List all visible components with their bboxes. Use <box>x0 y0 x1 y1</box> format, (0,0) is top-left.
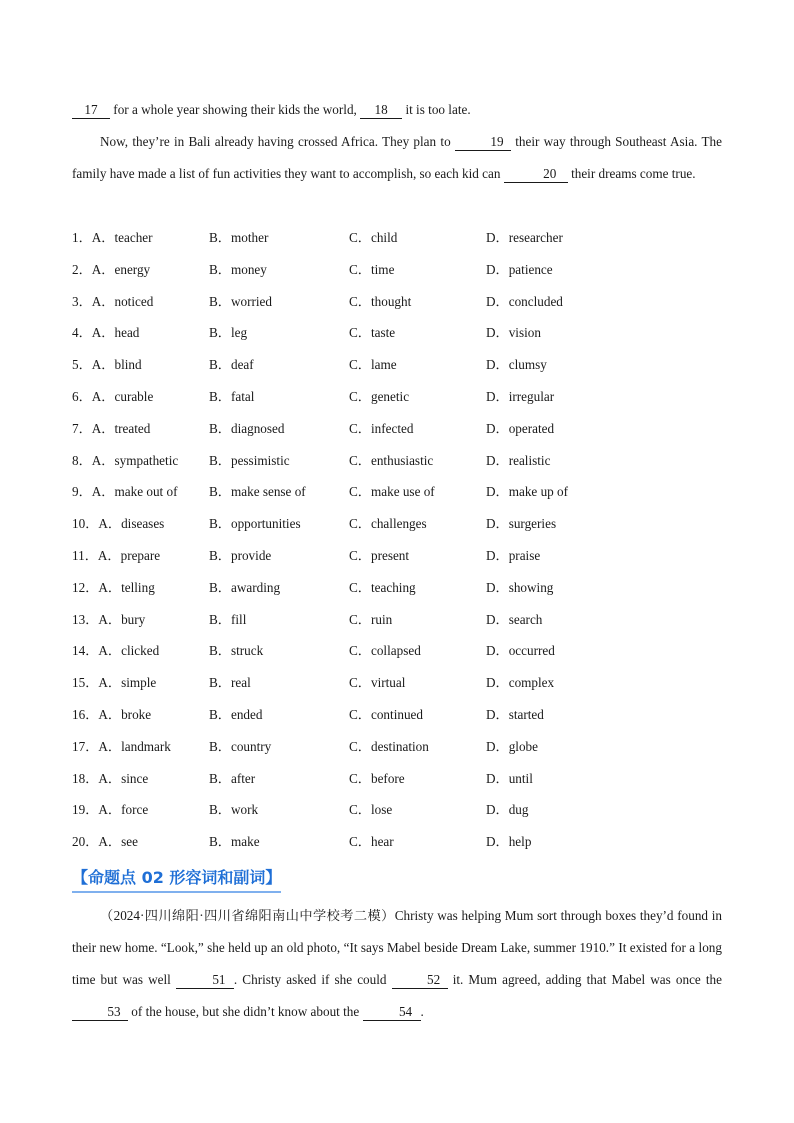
option-d: D．until <box>486 770 533 786</box>
passage-text: it is too late. <box>402 102 471 117</box>
option-c: C．lose <box>349 802 393 818</box>
passage-text: . <box>420 1004 424 1019</box>
option-a: 18．A．since <box>72 770 149 786</box>
option-a: 11．A．prepare <box>72 547 161 563</box>
option-a: 3．A．noticed <box>72 293 154 309</box>
option-row <box>72 604 722 636</box>
option-row <box>72 826 722 858</box>
option-c: C．lame <box>349 357 397 373</box>
option-d: D．clumsy <box>486 357 547 373</box>
option-c: C．teaching <box>349 579 416 595</box>
option-a: 7．A．treated <box>72 420 151 436</box>
option-b: B．deaf <box>209 357 254 373</box>
option-b: B．work <box>209 802 259 818</box>
blank-17: 17 <box>72 102 110 119</box>
option-a: 15．A．simple <box>72 675 157 691</box>
option-row <box>72 381 722 413</box>
option-c: C．hear <box>349 834 394 850</box>
option-b: B．fill <box>209 611 247 627</box>
option-row <box>72 540 722 572</box>
passage-paragraph-2 <box>72 126 722 190</box>
option-d: D．praise <box>486 547 541 563</box>
blank-19: 19 <box>455 134 511 151</box>
option-c: C．before <box>349 770 405 786</box>
passage-text: their way through Southeast Asia. The family have made a list of fun activities they want to accomplish, so each kid can <box>72 134 723 181</box>
option-d: D．vision <box>486 325 541 341</box>
option-d: D．dug <box>486 802 529 818</box>
option-b: B．fatal <box>209 388 255 404</box>
blank-51: 51 <box>176 972 234 989</box>
option-c: C．time <box>349 261 395 277</box>
option-a: 2．A．energy <box>72 261 151 277</box>
option-row <box>72 222 722 254</box>
option-b: B．leg <box>209 325 248 341</box>
passage-line-1 <box>72 94 722 126</box>
section-title: 【命题点 02 形容词和副词】 <box>72 866 281 893</box>
passage-text: （2024·四川绵阳·四川省绵阳南山中学校考二模）Christy was helping Mum sort through boxes they’d found in their new home. “Look,” she held up an old photo, “It says Mabel beside Dream Lake, summer 1910.” It existed for a long time but was well <box>72 908 722 987</box>
option-c: C．destination <box>349 738 429 754</box>
option-b: B．mother <box>209 230 269 245</box>
option-c: C．virtual <box>349 675 406 691</box>
option-a: 16．A．broke <box>72 706 152 722</box>
option-c: C．genetic <box>349 388 410 404</box>
option-b: B．awarding <box>209 579 281 595</box>
option-d: D．make up of <box>486 484 569 500</box>
option-b: B．provide <box>209 547 272 563</box>
option-c: C．make use of <box>349 484 435 500</box>
option-row <box>72 731 722 763</box>
option-a: 1．A．teacher <box>72 230 153 245</box>
option-row <box>72 476 722 508</box>
option-a: 19．A．force <box>72 802 149 818</box>
option-b: B．real <box>209 675 251 691</box>
option-c: C．continued <box>349 706 423 722</box>
option-c: C．collapsed <box>349 643 421 659</box>
blank-53: 53 <box>72 1004 128 1021</box>
option-d: D．researcher <box>486 230 563 245</box>
option-row <box>72 763 722 795</box>
option-row <box>72 667 722 699</box>
option-row <box>72 254 722 286</box>
option-row <box>72 445 722 477</box>
blank-18: 18 <box>360 102 402 119</box>
option-a: 8．A．sympathetic <box>72 452 179 468</box>
option-row <box>72 635 722 667</box>
option-c: C．challenges <box>349 516 427 532</box>
option-d: D．concluded <box>486 293 563 309</box>
option-d: D．globe <box>486 738 539 754</box>
option-d: D．realistic <box>486 452 551 468</box>
option-a: 20．A．see <box>72 834 138 850</box>
option-a: 9．A．make out of <box>72 484 178 500</box>
option-row <box>72 572 722 604</box>
option-b: B．country <box>209 738 272 754</box>
option-d: D．occurred <box>486 643 555 659</box>
option-row <box>72 349 722 381</box>
option-b: B．pessimistic <box>209 452 290 468</box>
option-d: D．operated <box>486 420 555 436</box>
option-a: 17．A．landmark <box>72 738 171 754</box>
option-row <box>72 508 722 540</box>
blank-20: 20 <box>504 166 568 183</box>
option-d: D．help <box>486 834 532 850</box>
option-c: C．enthusiastic <box>349 452 434 468</box>
passage-text: their dreams come true. <box>567 166 696 181</box>
option-b: B．make sense of <box>209 484 306 500</box>
option-c: C．present <box>349 547 410 563</box>
option-b: B．struck <box>209 643 264 659</box>
option-a: 13．A．bury <box>72 611 146 627</box>
passage-text: . Christy asked if she could <box>233 972 392 987</box>
option-b: B．money <box>209 261 267 277</box>
passage-text: for a whole year showing their kids the world, <box>110 102 361 117</box>
option-c: C．child <box>349 230 398 245</box>
blank-52: 52 <box>392 972 448 989</box>
option-b: B．after <box>209 770 256 786</box>
option-a: 12．A．telling <box>72 579 155 595</box>
option-b: B．make <box>209 834 260 850</box>
option-a: 5．A．blind <box>72 357 142 373</box>
option-d: D．showing <box>486 579 554 595</box>
option-b: B．worried <box>209 293 272 309</box>
option-c: C．thought <box>349 293 412 309</box>
option-d: D．irregular <box>486 388 555 404</box>
option-d: D．search <box>486 611 543 627</box>
option-b: B．ended <box>209 706 263 722</box>
option-b: B．opportunities <box>209 516 301 532</box>
passage-text: it. Mum agreed, adding that Mabel was once the <box>447 972 722 987</box>
option-row <box>72 699 722 731</box>
option-d: D．patience <box>486 261 553 277</box>
option-c: C．ruin <box>349 611 393 627</box>
passage-text: Now, they’re in Bali already having crossed Africa. They plan to <box>100 134 455 149</box>
option-d: D．surgeries <box>486 516 557 532</box>
option-a: 10．A．diseases <box>72 516 165 532</box>
option-d: D．complex <box>486 675 555 691</box>
option-c: C．infected <box>349 420 414 436</box>
option-row <box>72 413 722 445</box>
option-c: C．taste <box>349 325 396 341</box>
option-a: 14．A．clicked <box>72 643 160 659</box>
option-row <box>72 794 722 826</box>
options-list <box>72 222 722 858</box>
option-d: D．started <box>486 706 544 722</box>
option-row <box>72 286 722 318</box>
passage-bottom <box>72 900 722 1028</box>
passage-text: of the house, but she didn’t know about the <box>128 1004 363 1019</box>
option-b: B．diagnosed <box>209 420 285 436</box>
blank-54: 54 <box>363 1004 421 1021</box>
option-a: 4．A．head <box>72 325 140 341</box>
option-row <box>72 317 722 349</box>
option-a: 6．A．curable <box>72 388 154 404</box>
